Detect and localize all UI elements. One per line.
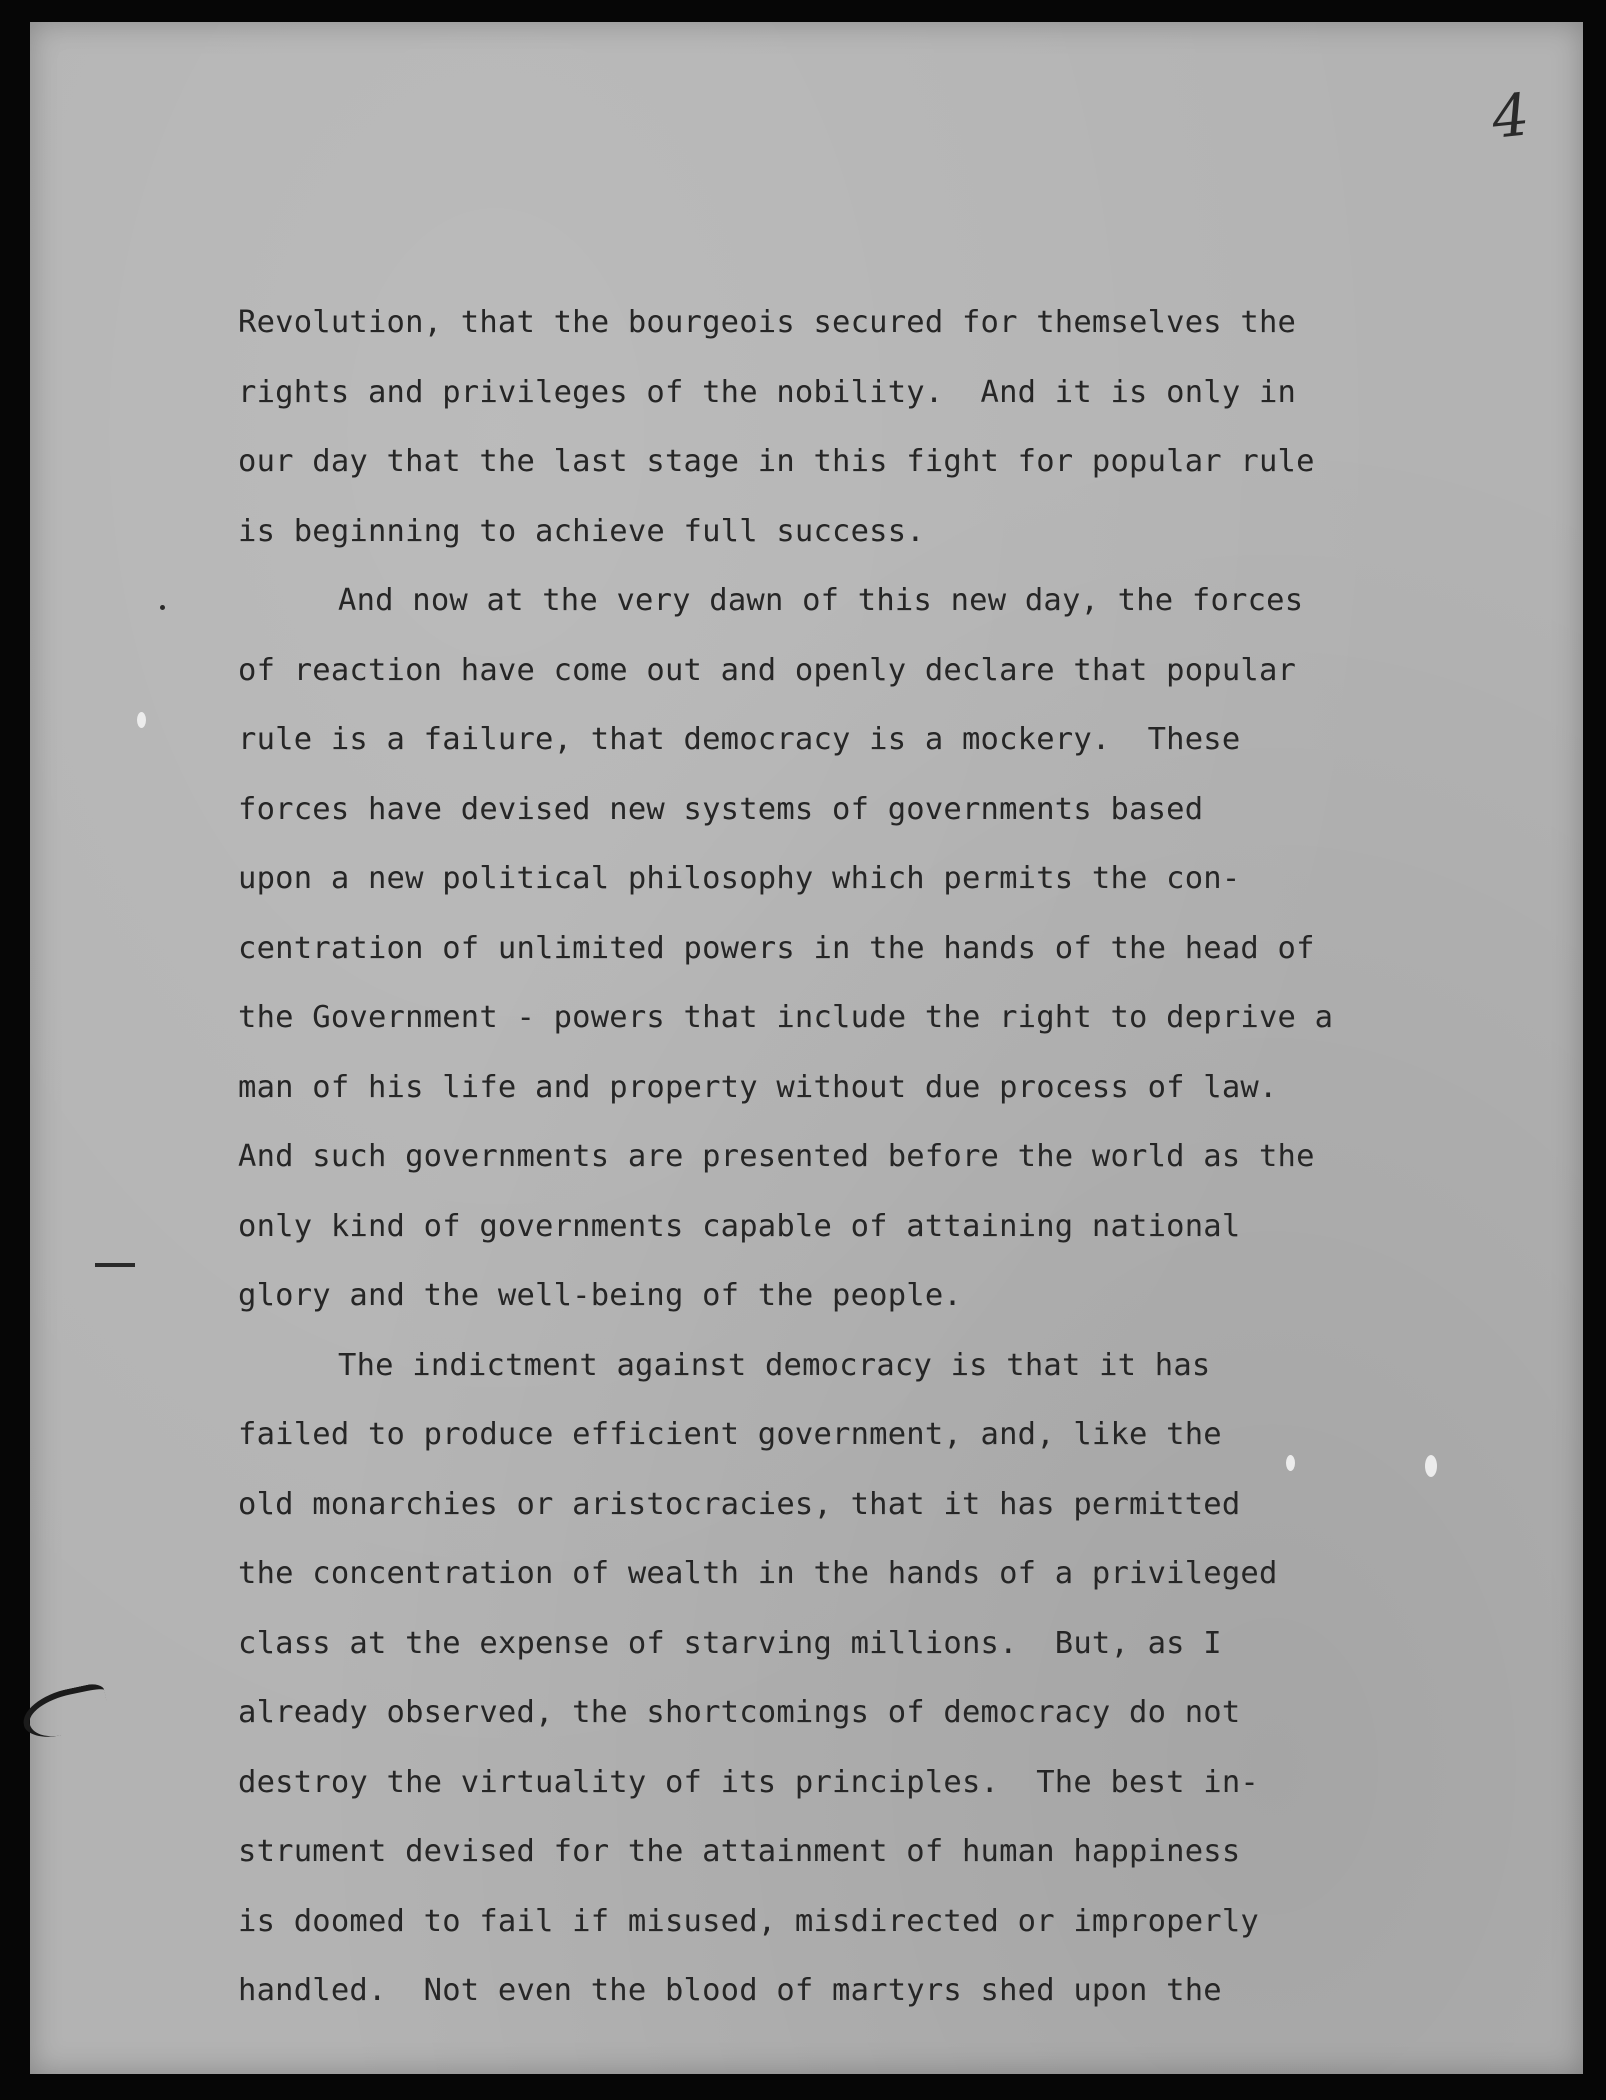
text-line: is beginning to achieve full success. [238, 513, 925, 549]
text-line: upon a new political philosophy which permits the con- [238, 861, 1241, 896]
text-line: the concentration of wealth in the hands of a privileged [238, 1556, 1278, 1591]
text-line: our day that the last stage in this fight for popular rule [238, 444, 1315, 479]
page-number: 4 [1488, 80, 1533, 152]
text-line: rights and privileges of the nobility. And it is only in [238, 374, 1297, 410]
text-line: the Government - powers that include the right to deprive a [238, 1000, 1334, 1035]
text-line: destroy the virtuality of its principles. The best in- [238, 1764, 1259, 1800]
text-line: man of his life and property without due process of law. [238, 1069, 1278, 1105]
text-line: old monarchies or aristocracies, that it has permitted [238, 1486, 1241, 1522]
text-line: of reaction have come out and openly declare that popular [238, 652, 1297, 688]
margin-dot-mark [160, 605, 165, 610]
text-line: And such governments are presented before the world as the [238, 1139, 1315, 1174]
text-line: rule is a failure, that democracy is a mockery. These [238, 722, 1241, 757]
text-line: centration of unlimited powers in the hands of the head of [238, 930, 1315, 966]
typed-body-text [238, 288, 1478, 2026]
text-line: forces have devised new systems of governments based [238, 791, 1204, 827]
text-line: The indictment against democracy is that it has [338, 1347, 1211, 1383]
text-line: class at the expense of starving millions. But, as I [238, 1625, 1222, 1661]
text-line: is doomed to fail if misused, misdirected or improperly [238, 1903, 1259, 1939]
margin-dash-mark [95, 1263, 135, 1267]
text-line: already observed, the shortcomings of democracy do not [238, 1695, 1241, 1730]
scan-speck [137, 712, 146, 728]
text-line: And now at the very dawn of this new day, the forces [338, 583, 1304, 618]
text-line: Revolution, that the bourgeois secured for themselves the [238, 305, 1297, 340]
text-line: strument devised for the attainment of human happiness [238, 1834, 1241, 1869]
text-line: handled. Not even the blood of martyrs shed upon the [238, 1973, 1222, 2008]
text-line: failed to produce efficient government, and, like the [238, 1417, 1222, 1452]
text-line: glory and the well-being of the people. [238, 1278, 962, 1313]
text-line: only kind of governments capable of attaining national [238, 1208, 1241, 1244]
